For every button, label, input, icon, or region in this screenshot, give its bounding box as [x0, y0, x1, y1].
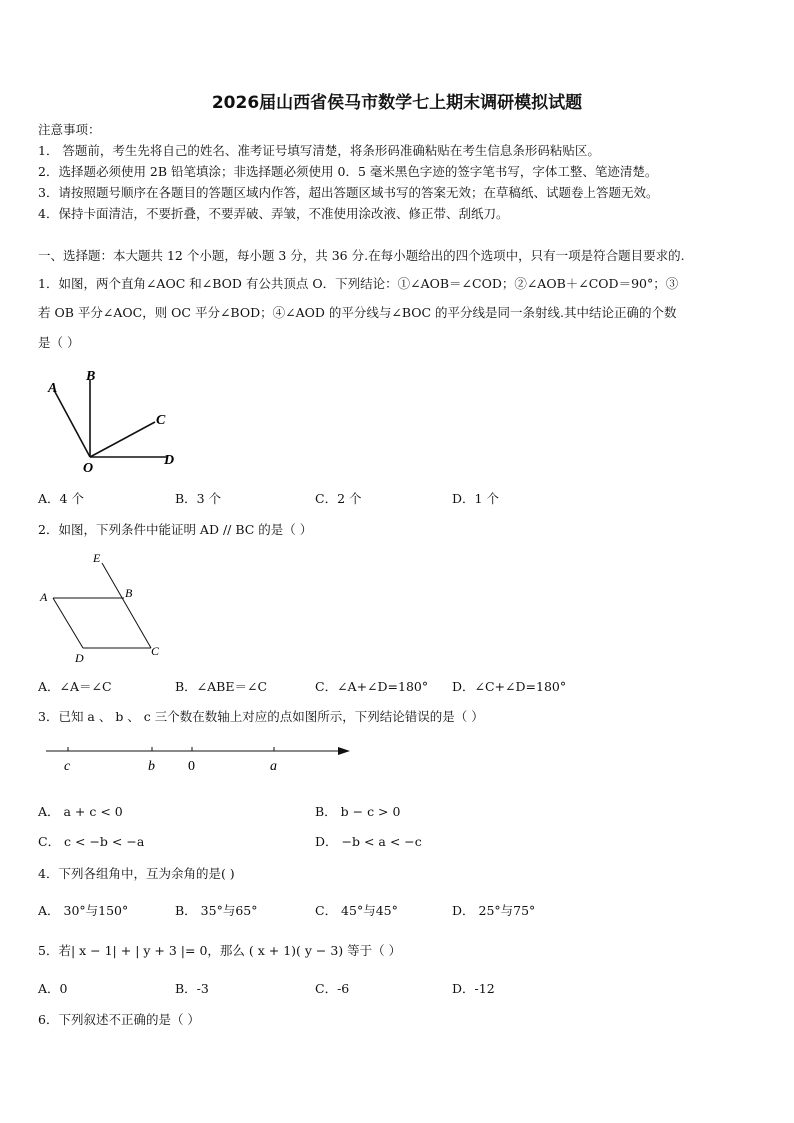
question-5-stem: 5．若| x − 1| + | y + 3 |= 0，那么 ( x + 1)( y − 3) 等于（ ） — [38, 943, 402, 958]
question-6-stem: 6．下列叙述不正确的是（ ） — [38, 1012, 200, 1027]
q3-option-d: D． −b < a < −c — [315, 834, 422, 849]
q3-option-a: A． a + c < 0 — [38, 804, 123, 819]
q5-option-a: A．0 — [38, 981, 68, 996]
axis-label-b: b — [148, 759, 155, 774]
question-4-stem: 4．下列各组角中，互为余角的是( ) — [38, 866, 235, 881]
q2-option-a: A．∠A＝∠C — [38, 679, 112, 694]
question-3-stem: 3．已知 a 、 b 、 c 三个数在数轴上对应的点如图所示，下列结论错误的是（ ） — [38, 709, 484, 724]
figure-label: D — [75, 651, 84, 665]
notice-item: 3．请按照题号顺序在各题目的答题区域内作答，超出答题区域书写的答案无效；在草稿纸、试题卷上答题无效。 — [38, 185, 659, 200]
q5-option-b: B．-3 — [175, 981, 209, 996]
q1-option-a: A．4 个 — [38, 491, 84, 506]
q2-option-b: B．∠ABE＝∠C — [175, 679, 268, 694]
figure-label: D — [164, 453, 175, 468]
q1-option-b: B．3 个 — [175, 491, 222, 506]
number-line — [40, 738, 360, 778]
q5-option-d: D．-12 — [452, 981, 495, 996]
notice-heading: 注意事项： — [38, 122, 101, 137]
q1-option-d: D．1 个 — [452, 491, 499, 506]
figure-label: O — [83, 461, 94, 475]
q3-option-b: B． b − c > 0 — [315, 804, 401, 819]
figure-label: B — [125, 586, 133, 600]
q4-option-b: B． 35°与65° — [175, 903, 258, 918]
figure-label: C — [151, 644, 160, 658]
figure-label: B — [86, 369, 96, 384]
figure-label: A — [48, 381, 58, 396]
question-1-line2: 若 OB 平分∠AOC，则 OC 平分∠BOD；④∠AOD 的平分线与∠BOC 的平分线是同一条射线.其中结论正确的个数 — [38, 305, 677, 320]
axis-label-zero: 0 — [188, 759, 195, 774]
q4-option-d: D． 25°与75° — [452, 903, 536, 918]
axis-label-a: a — [270, 759, 277, 774]
q1-option-c: C．2 个 — [315, 491, 362, 506]
question-2-figure — [38, 545, 178, 670]
notice-item: 2．选择题必须使用 2B 铅笔填涂；非选择题必须使用 0．5 毫米黑色字迹的签字笔书写，字体工整、笔迹清楚。 — [38, 164, 658, 179]
q2-option-c: C．∠A+∠D=180° — [315, 679, 429, 694]
page-title: 2026届山西省侯马市数学七上期末调研模拟试题 — [211, 93, 583, 113]
notice-item: 4．保持卡面清洁，不要折叠，不要弄破、弄皱，不准使用涂改液、修正带、刮纸刀。 — [38, 206, 509, 221]
q3-option-c: C． c < −b < −a — [38, 834, 145, 849]
q4-option-c: C． 45°与45° — [315, 903, 398, 918]
q4-option-a: A． 30°与150° — [38, 903, 129, 918]
question-2-stem: 2．如图，下列条件中能证明 AD // BC 的是（ ） — [38, 522, 313, 537]
question-1-line1: 1．如图，两个直角∠AOC 和∠BOD 有公共顶点 O．下列结论：①∠AOB＝∠COD；②∠AOB＋∠COD＝90°；③ — [38, 276, 679, 291]
notice-item: 1． 答题前，考生先将自己的姓名、准考证号填写清楚，将条形码准确粘贴在考生信息条形码粘贴区。 — [38, 143, 600, 158]
axis-label-c: c — [64, 759, 71, 774]
q2-option-d: D．∠C+∠D=180° — [452, 679, 567, 694]
q5-option-c: C．-6 — [315, 981, 350, 996]
question-1-line3: 是（ ） — [38, 335, 80, 350]
question-1-figure — [40, 360, 190, 475]
section-heading: 一、选择题：本大题共 12 个小题，每小题 3 分，共 36 分.在每小题给出的四个选项中，只有一项是符合题目要求的. — [38, 248, 685, 263]
figure-label: C — [156, 413, 166, 428]
figure-label: E — [93, 551, 101, 565]
figure-label: A — [40, 590, 48, 604]
